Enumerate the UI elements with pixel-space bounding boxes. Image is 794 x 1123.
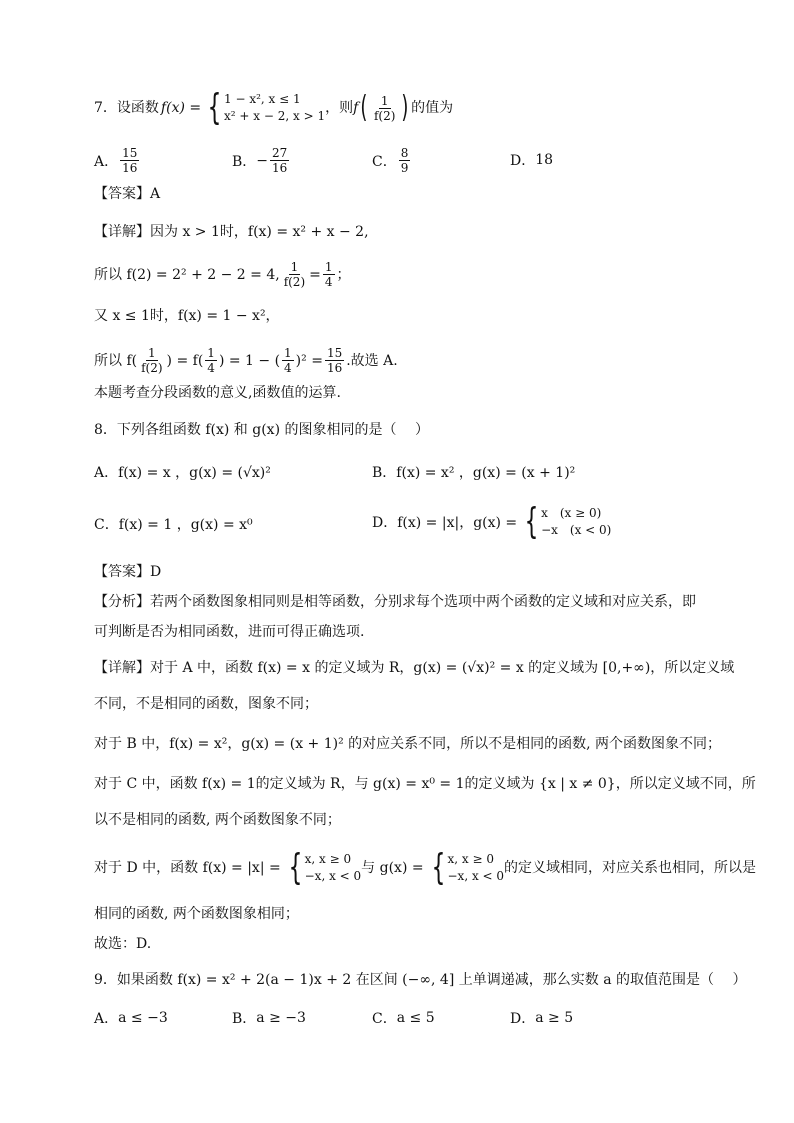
q9-option-d: D． a ≥ 5 bbox=[510, 1010, 574, 1027]
q8-answer-tag: 【答案】 bbox=[94, 564, 150, 580]
q8-analysis-line2: 可判断是否为相同函数，进而可得正确选项. bbox=[94, 624, 365, 640]
q8-option-c: C． f(x) = 1 ，g(x) = x⁰ bbox=[94, 517, 253, 533]
q7-fx: f(x) = bbox=[160, 100, 202, 116]
q7-option-d: D． 18 bbox=[510, 152, 554, 169]
q8-option-d: D． f(x) = |x|，g(x) = { x (x ≥ 0) −x (x < 0) bbox=[372, 501, 612, 542]
q7-answer bbox=[94, 184, 160, 204]
q7-detail-tag: 【详解】 bbox=[94, 224, 150, 240]
q7-stem-prefix: 7．设函数 bbox=[94, 100, 159, 116]
q8-detail-c2: 以不是相同的函数, 两个函数图象不同； bbox=[94, 812, 341, 828]
q7-target-frac: $\frac{1}{f(2)}$ bbox=[373, 93, 396, 123]
q7-option-a: A． $\frac{15}{16}$ bbox=[94, 146, 138, 175]
q7-option-b: B． − $\frac{27}{16}$ bbox=[232, 146, 288, 175]
q8-stem: 8．下列各组函数 f(x) 和 g(x) 的图象相同的是（ ） bbox=[94, 422, 429, 438]
q9-option-b: B． a ≥ −3 bbox=[232, 1010, 306, 1027]
q7-case1: 1 − x², x ≤ 1 bbox=[224, 92, 301, 106]
q9-stem: 9．如果函数 f(x) = x² + 2(a − 1)x + 2 在区间 (−∞, 4] 上单调递减，那么实数 a 的取值范围是（ ） bbox=[94, 972, 747, 988]
q7-piecewise: { 1 − x², x ≤ 1 x² + x − 2, x > 1 bbox=[207, 87, 326, 128]
q8-analysis-tag: 【分析】 bbox=[94, 594, 150, 610]
q8-answer-value: D bbox=[150, 564, 162, 580]
q8-answer bbox=[94, 562, 161, 582]
q8-detail-a1: 【详解】 对于 A 中，函数 f(x) = x 的定义域为 R，g(x) = (√x)² = x 的定义域为 [0,+∞)，所以定义域 bbox=[94, 660, 735, 676]
q7-detail-line4: 所以 f( $\frac{1}{f(2)}$ ) = f( $\frac{1}{4}$ ) = 1 − ( $\frac{1}{4}$ )² = $\frac{15}{16}$ .故选 A. bbox=[94, 346, 398, 375]
q7-summary: 本题考查分段函数的意义,函数值的运算. bbox=[94, 385, 341, 401]
q8-detail-b: 对于 B 中，f(x) = x²，g(x) = (x + 1)² 的对应关系不同，所以不是相同的函数, 两个函数图象不同； bbox=[94, 736, 722, 752]
q8-detail-a2: 不同，不是相同的函数，图象不同； bbox=[94, 696, 318, 712]
q8-analysis-line1: 【分析】 若两个函数图象相同则是相等函数，分别求每个选项中两个函数的定义域和对应关系，即 bbox=[94, 594, 696, 610]
q7-stem-suffix: 的值为 bbox=[411, 100, 454, 116]
q8-detail-d: 对于 D 中，函数 f(x) = |x| = { x, x ≥ 0 −x, x < 0 与 g(x) = { x, x ≥ 0 −x, x < 0 的定义域相同，对应关系也相同，所以是 bbox=[94, 847, 757, 888]
q7-option-c: C． $\frac{8}{9}$ bbox=[372, 146, 409, 175]
q8-detail-c1: 对于 C 中，函数 f(x) = 1的定义域为 R，与 g(x) = x⁰ = 1的定义域为 {x | x ≠ 0}，所以定义域不同，所 bbox=[94, 776, 756, 792]
q9-option-c: C． a ≤ 5 bbox=[372, 1010, 435, 1027]
q8-conclusion: 故选：D. bbox=[94, 936, 152, 952]
q7-case2: x² + x − 2, x > 1 bbox=[224, 109, 326, 123]
q7-answer-value: A bbox=[150, 186, 161, 202]
q7-detail-line1: 【详解】 因为 x > 1时，f(x) = x² + x − 2, bbox=[94, 224, 369, 240]
q8-detail-d2: 相同的函数, 两个函数图象相同； bbox=[94, 906, 299, 922]
q8-detail-tag: 【详解】 bbox=[94, 660, 150, 676]
q7-detail-line2: 所以 f(2) = 2² + 2 − 2 = 4, $\frac{1}{f(2)}$ = $\frac{1}{4}$ ； bbox=[94, 260, 351, 289]
q8-option-b: B． f(x) = x² ，g(x) = (x + 1)² bbox=[372, 465, 576, 481]
q9-option-a: A． a ≤ −3 bbox=[94, 1010, 168, 1027]
q8-option-a: A． f(x) = x ，g(x) = (√x)² bbox=[94, 465, 271, 481]
q7-target-f: f bbox=[353, 100, 359, 116]
q7-detail-line3: 又 x ≤ 1时，f(x) = 1 − x²， bbox=[94, 308, 280, 324]
q7-stem-mid: ，则 bbox=[325, 100, 354, 116]
q7-answer-tag: 【答案】 bbox=[94, 186, 150, 202]
q7-stem: 7．设函数 f(x) = { 1 − x², x ≤ 1 x² + x − 2, x > 1 ，则 f ( $\frac{1}{f(2)}$ ) 的值为 bbox=[94, 87, 454, 128]
